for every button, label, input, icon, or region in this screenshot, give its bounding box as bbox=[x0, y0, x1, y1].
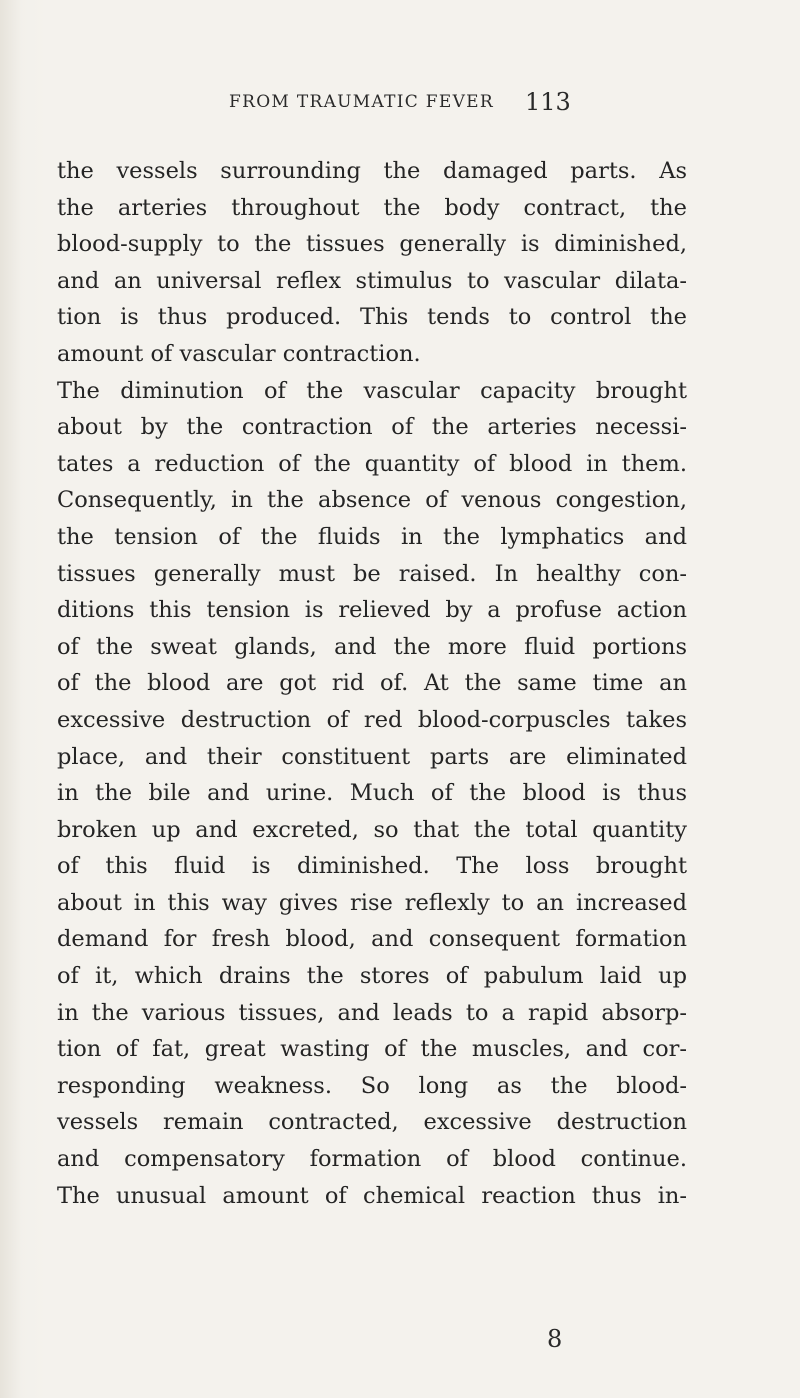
text-line: Consequently, in the absence of venous congestion, bbox=[57, 487, 687, 514]
text-line: amount of vascular contraction. bbox=[57, 340, 421, 367]
text-line: the vessels surrounding the damaged parts. As bbox=[57, 158, 687, 184]
text-line: about by the contraction of the arteries necessi- bbox=[57, 414, 687, 441]
signature-mark: 8 bbox=[547, 1325, 563, 1353]
text-line: The unusual amount of chemical reaction thus in- bbox=[57, 1182, 687, 1209]
text-line: blood-supply to the tissues generally is diminished, bbox=[57, 231, 687, 258]
text-line: tion is thus produced. This tends to control the bbox=[57, 304, 687, 331]
text-line: and compensatory formation of blood continue. bbox=[57, 1146, 687, 1173]
text-line: tissues generally must be raised. In healthy con- bbox=[57, 560, 687, 587]
text-line: place, and their constituent parts are eliminated bbox=[57, 743, 687, 770]
text-line: demand for fresh blood, and consequent formation bbox=[57, 926, 687, 953]
body-text bbox=[57, 153, 687, 1214]
text-line: ditions this tension is relieved by a profuse action bbox=[57, 597, 687, 624]
text-line: the tension of the fluids in the lymphatics and bbox=[57, 523, 687, 550]
text-line: broken up and excreted, so that the total quantity bbox=[57, 816, 687, 843]
running-head bbox=[0, 88, 800, 140]
page-number: 113 bbox=[525, 88, 571, 116]
text-line: tates a reduction of the quantity of blood in them. bbox=[57, 450, 687, 477]
text-line: and an universal reflex stimulus to vascular dilata- bbox=[57, 267, 687, 294]
text-line: of the sweat glands, and the more fluid portions bbox=[57, 633, 687, 660]
text-line: in the various tissues, and leads to a rapid absorp- bbox=[57, 999, 687, 1026]
text-line: The diminution of the vascular capacity brought bbox=[57, 377, 687, 404]
text-line: tion of fat, great wasting of the muscles, and cor- bbox=[57, 1036, 687, 1063]
text-line: excessive destruction of red blood-corpuscles takes bbox=[57, 706, 687, 733]
text-line: vessels remain contracted, excessive destruction bbox=[57, 1109, 687, 1136]
text-line: about in this way gives rise reflexly to an increased bbox=[57, 889, 687, 916]
text-line: the arteries throughout the body contract, the bbox=[57, 194, 687, 221]
text-line: of this fluid is diminished. The loss brought bbox=[57, 853, 687, 880]
text-line: responding weakness. So long as the blood- bbox=[57, 1072, 687, 1099]
running-title: FROM TRAUMATIC FEVER bbox=[229, 92, 494, 112]
text-line: of it, which drains the stores of pabulum laid up bbox=[57, 963, 687, 990]
text-line: of the blood are got rid of. At the same time an bbox=[57, 670, 687, 697]
text-line: in the bile and urine. Much of the blood is thus bbox=[57, 780, 687, 807]
